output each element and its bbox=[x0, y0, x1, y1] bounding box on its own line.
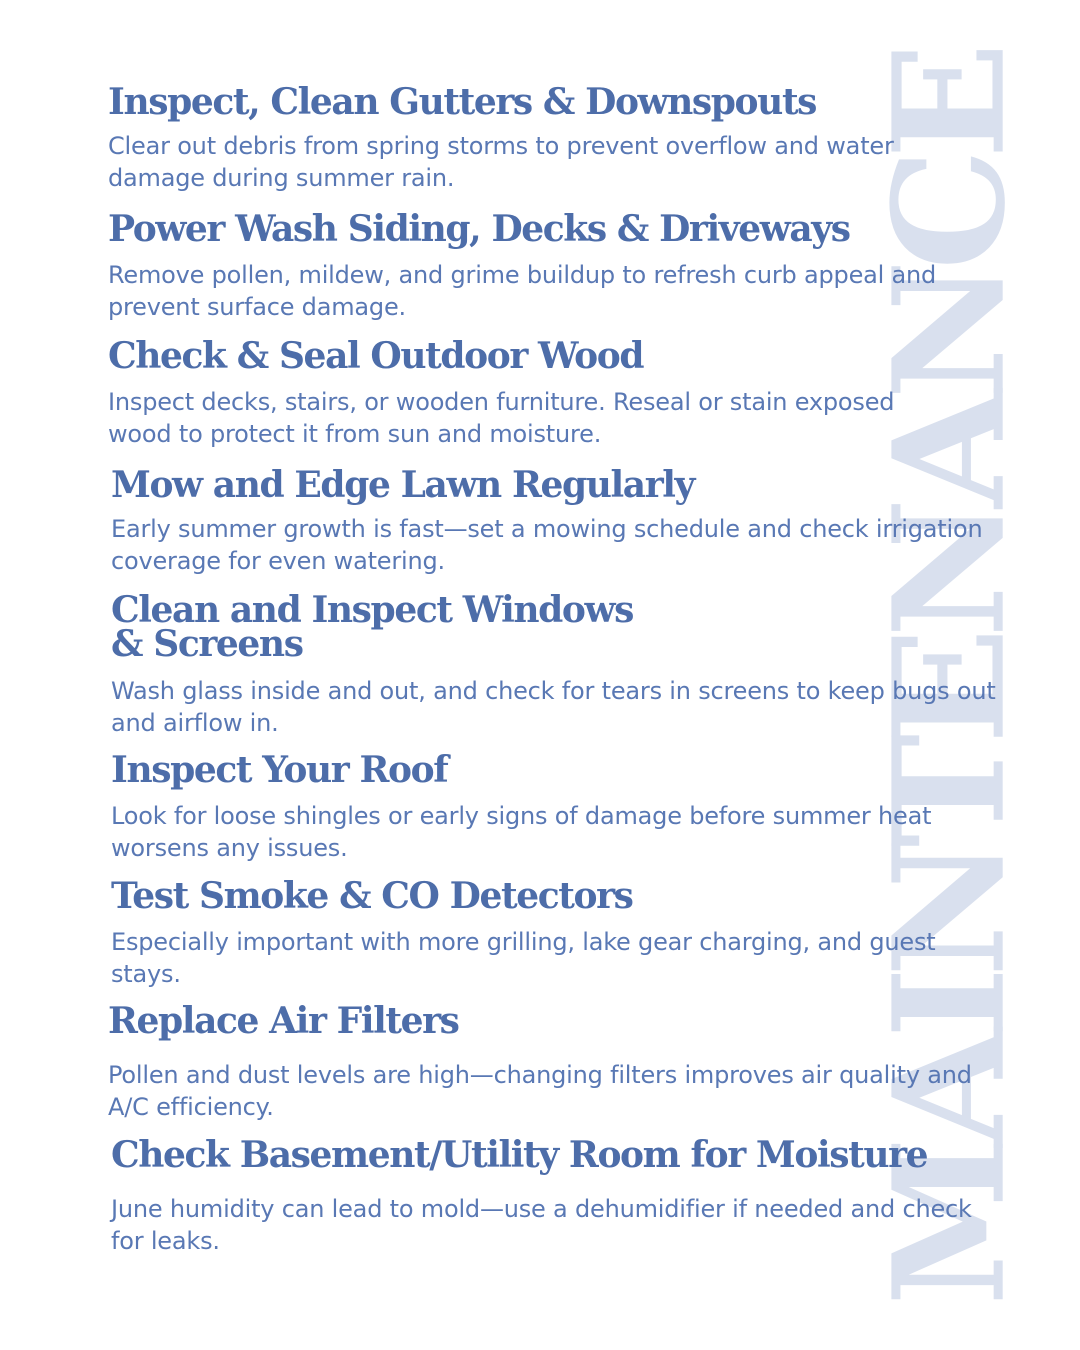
maintenance-item bbox=[111, 749, 961, 864]
item-title: Inspect Your Roof bbox=[111, 749, 448, 791]
item-title: Check Basement/Utility Room for Moisture bbox=[111, 1134, 928, 1176]
maintenance-item bbox=[111, 589, 1031, 739]
maintenance-item bbox=[108, 1000, 1008, 1123]
item-title: Check & Seal Outdoor Wood bbox=[108, 335, 644, 377]
item-description: Especially important with more grilling, lake gear charging, and guest stays. bbox=[111, 928, 936, 988]
item-title: Mow and Edge Lawn Regularly bbox=[111, 464, 695, 506]
side-watermark-text: MAINTENANCE bbox=[859, 52, 1039, 1306]
item-title: Test Smoke & CO Detectors bbox=[111, 875, 633, 917]
maintenance-item bbox=[108, 81, 918, 194]
item-description: Pollen and dust levels are high—changing filters improves air quality and A/C efficiency. bbox=[108, 1061, 972, 1121]
item-title: Clean and Inspect Windows & Screens bbox=[111, 589, 633, 665]
item-description: June humidity can lead to mold—use a dehumidifier if needed and check for leaks. bbox=[111, 1195, 972, 1255]
item-description: Look for loose shingles or early signs of damage before summer heat worsens any issues. bbox=[111, 802, 932, 862]
maintenance-item bbox=[111, 464, 1011, 577]
item-description: Remove pollen, mildew, and grime buildup to refresh curb appeal and prevent surface damage. bbox=[108, 261, 937, 321]
item-title: Replace Air Filters bbox=[108, 1000, 459, 1042]
item-title: Power Wash Siding, Decks & Driveways bbox=[108, 208, 850, 250]
maintenance-item bbox=[108, 335, 958, 450]
item-description: Inspect decks, stairs, or wooden furniture. Reseal or stain exposed wood to protect it from sun and moisture. bbox=[108, 388, 895, 448]
maintenance-item bbox=[111, 875, 971, 990]
item-title: Inspect, Clean Gutters & Downspouts bbox=[108, 81, 817, 123]
item-description: Wash glass inside and out, and check for tears in screens to keep bugs out and airflow in. bbox=[111, 677, 996, 737]
item-description: Clear out debris from spring storms to prevent overflow and water damage during summer rain. bbox=[108, 132, 894, 192]
item-description: Early summer growth is fast—set a mowing schedule and check irrigation coverage for even watering. bbox=[111, 515, 983, 575]
maintenance-item bbox=[111, 1134, 1011, 1257]
maintenance-item bbox=[108, 208, 978, 323]
